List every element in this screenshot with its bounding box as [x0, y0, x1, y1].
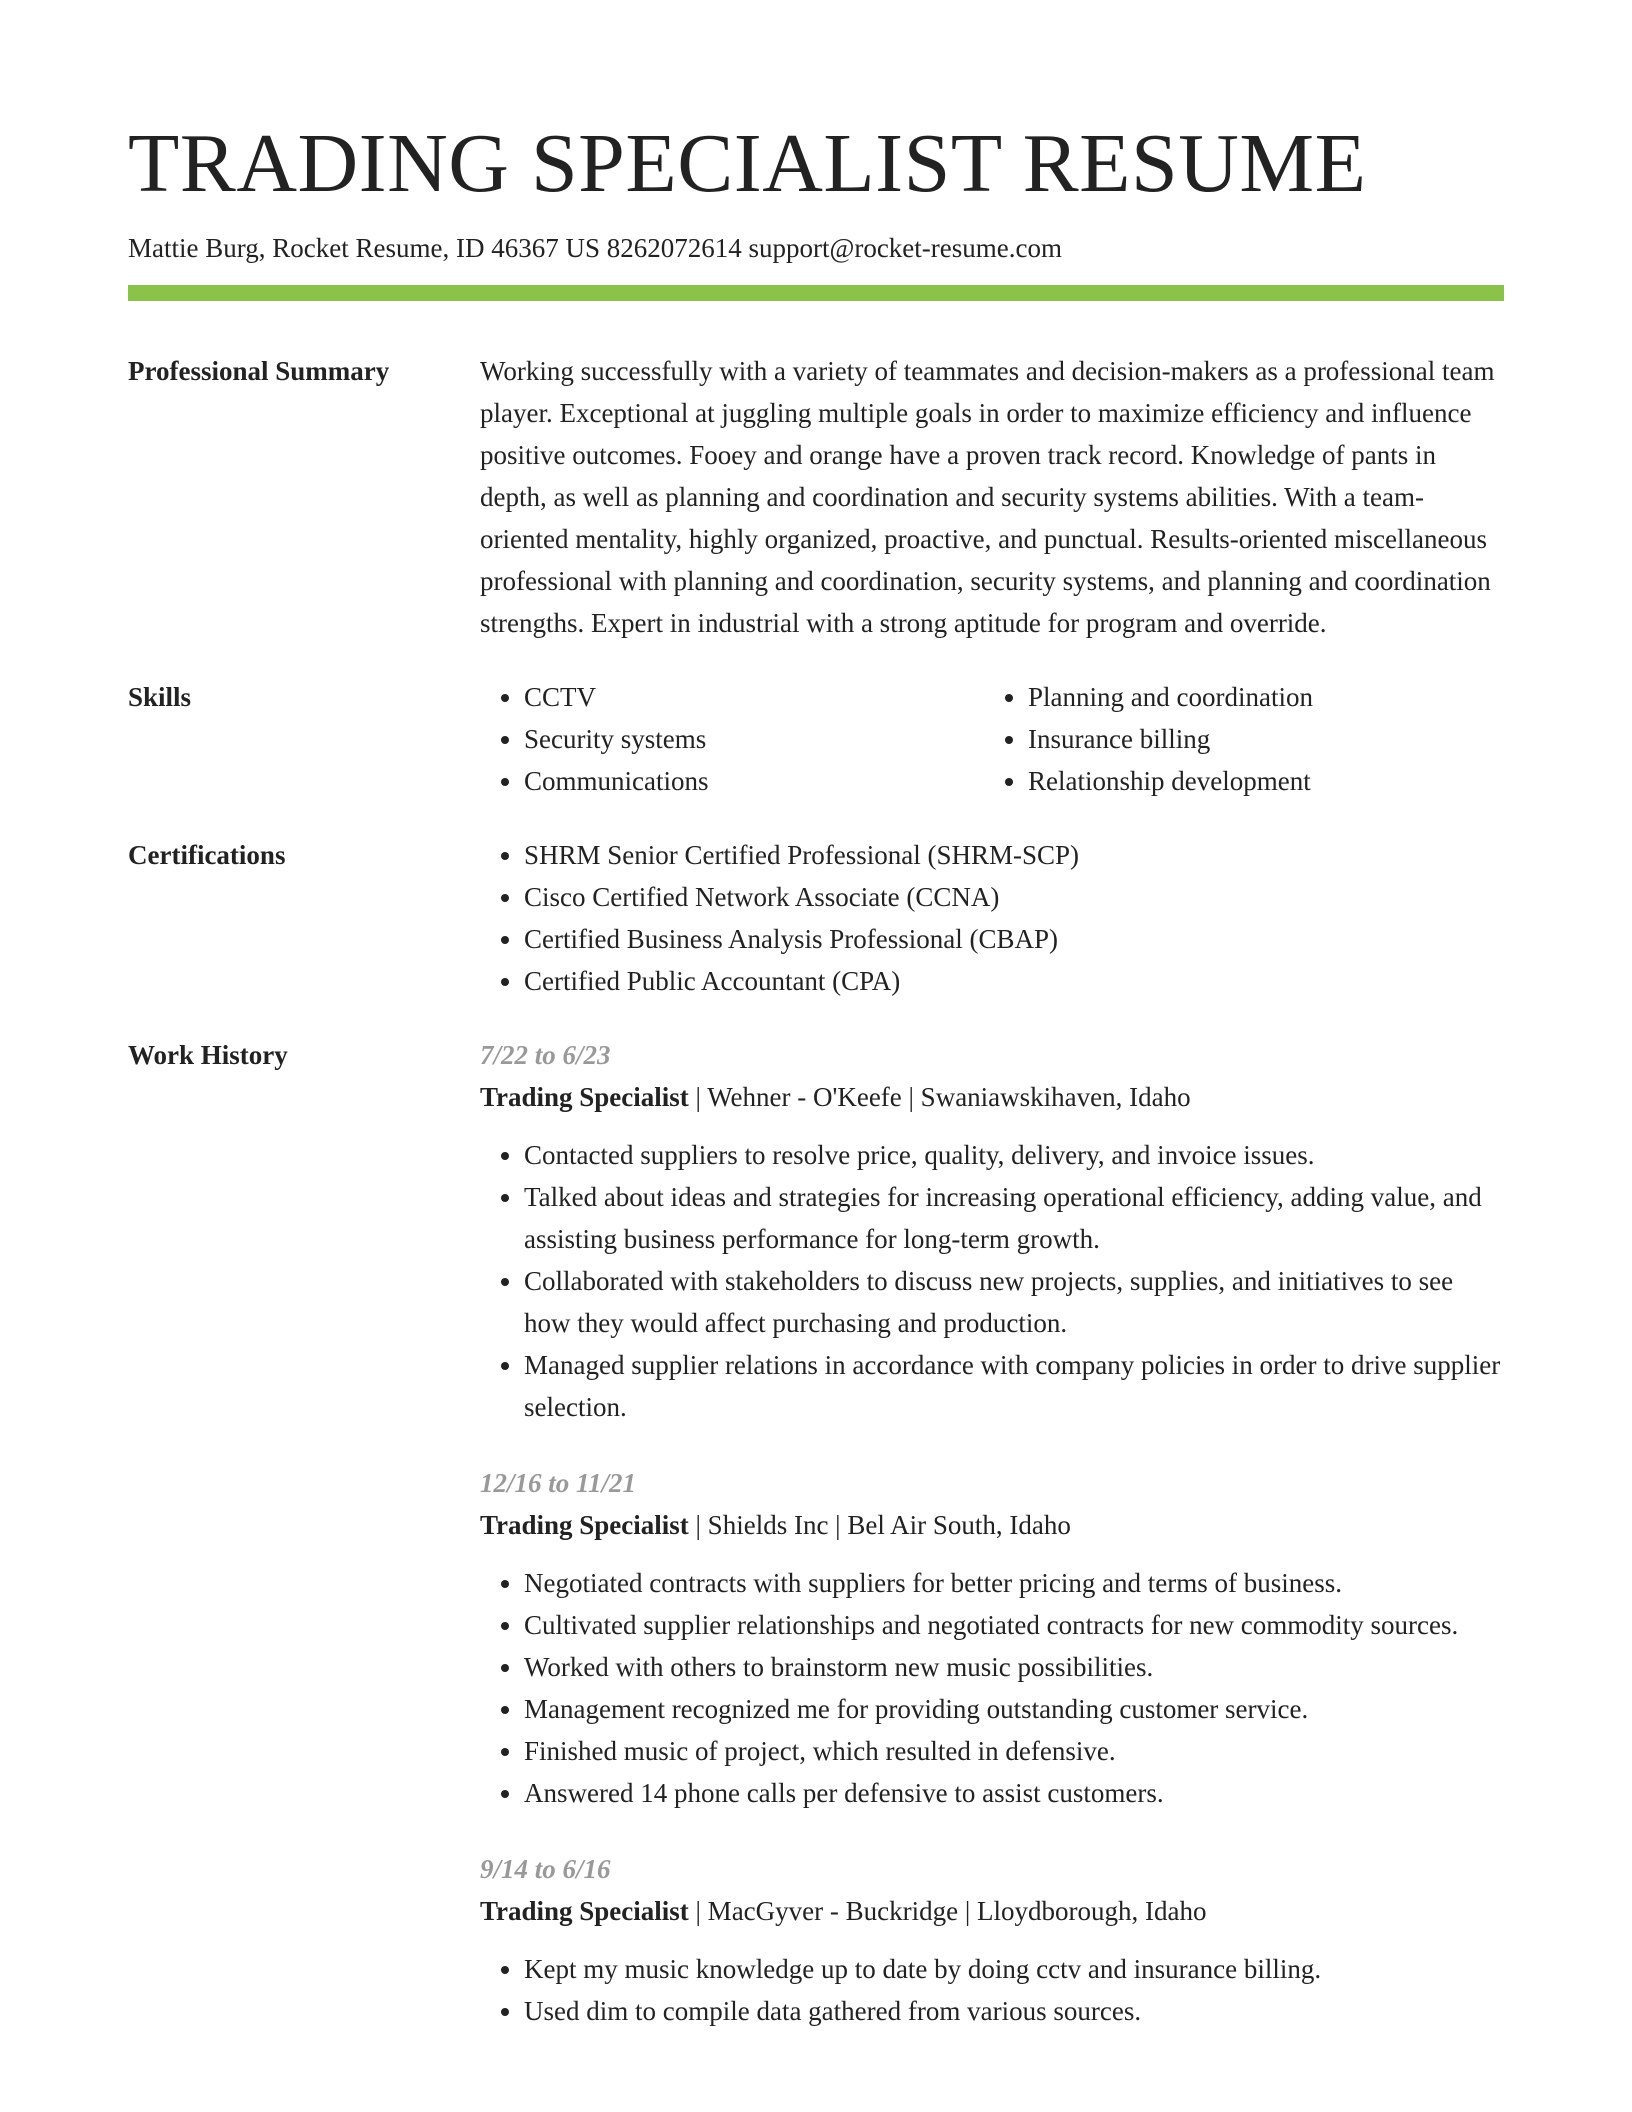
job-bullet: • Used dim to compile data gathered from various sources. — [524, 1990, 1504, 2032]
job-entry — [480, 1034, 1504, 1428]
section-body — [480, 834, 1504, 1002]
job-bullet: • Cultivated supplier relationships and negotiated contracts for new commodity sources. — [524, 1604, 1504, 1646]
job-title: Trading Specialist — [480, 1082, 689, 1112]
certifications-section — [128, 834, 1504, 1002]
job-dates: 12/16 to 11/21 — [480, 1468, 637, 1498]
job-heading — [480, 1504, 1504, 1546]
job-heading — [480, 1076, 1504, 1118]
skills-list — [480, 676, 984, 802]
job-bullet: • Kept my music knowledge up to date by doing cctv and insurance billing. — [524, 1948, 1504, 1990]
professional-summary-section — [128, 350, 1504, 644]
skill-item: • Security systems — [524, 718, 984, 760]
job-dates: 7/22 to 6/23 — [480, 1040, 611, 1070]
job-bullet: • Talked about ideas and strategies for increasing operational efficiency, adding value, and assisting business performance for long-term growth. — [524, 1176, 1504, 1260]
job-bullet: • Negotiated contracts with suppliers for better pricing and terms of business. — [524, 1562, 1504, 1604]
work-history-section — [128, 1034, 1504, 2032]
job-bullet: • Finished music of project, which resulted in defensive. — [524, 1730, 1504, 1772]
job-bullet: • Worked with others to brainstorm new music possibilities. — [524, 1646, 1504, 1688]
job-title: Trading Specialist — [480, 1510, 689, 1540]
job-bullet: • Managed supplier relations in accordance with company policies in order to drive supplier selection. — [524, 1344, 1504, 1428]
resume-title: TRADING SPECIALIST RESUME — [128, 117, 1367, 210]
job-entry — [480, 1848, 1504, 2032]
certification-item: • Certified Business Analysis Professional (CBAP) — [524, 918, 1504, 960]
skill-item: • Insurance billing — [1028, 718, 1488, 760]
skill-item: • Relationship development — [1028, 760, 1488, 802]
job-heading — [480, 1890, 1504, 1932]
job-bullet: • Collaborated with stakeholders to discuss new projects, supplies, and initiatives to see how they would affect purchasing and production. — [524, 1260, 1504, 1344]
section-label: Skills — [128, 682, 192, 712]
certification-item: • SHRM Senior Certified Professional (SHRM-SCP) — [524, 834, 1504, 876]
section-label: Professional Summary — [128, 356, 390, 386]
job-details: | MacGyver - Buckridge | Lloydborough, Idaho — [688, 1896, 1207, 1926]
job-bullet: • Answered 14 phone calls per defensive to assist customers. — [524, 1772, 1504, 1814]
section-label: Work History — [128, 1040, 288, 1070]
job-entry — [480, 1462, 1504, 1814]
resume-content — [128, 350, 1504, 2064]
skills-grid — [480, 676, 1504, 802]
section-label: Certifications — [128, 840, 286, 870]
skills-section — [128, 676, 1504, 802]
skills-column — [984, 676, 1488, 802]
certification-item: • Cisco Certified Network Associate (CCNA) — [524, 876, 1504, 918]
job-bullets — [480, 1948, 1504, 2032]
section-body — [480, 350, 1504, 644]
accent-divider — [128, 285, 1504, 301]
skills-list — [984, 676, 1488, 802]
section-body — [480, 1034, 1504, 2032]
certification-item: • Certified Public Accountant (CPA) — [524, 960, 1504, 1002]
job-bullets — [480, 1562, 1504, 1814]
skill-item: • Planning and coordination — [1028, 676, 1488, 718]
job-details: | Shields Inc | Bel Air South, Idaho — [688, 1510, 1071, 1540]
certifications-list — [480, 834, 1504, 1002]
job-bullet: • Contacted suppliers to resolve price, quality, delivery, and invoice issues. — [524, 1134, 1504, 1176]
summary-text: Working successfully with a variety of teammates and decision-makers as a professional team player. Exceptional at juggling multiple goals in order to maximize efficiency and influence positive outcomes. Fooey and orange have a proven track record. Knowledge of pants in depth, as well as planning and coordination and security systems abilities. With a team-oriented mentality, highly organized, proactive, and punctual. Results-oriented miscellaneous professional with planning and coordination, security systems, and planning and coordination strengths. Expert in industrial with a strong aptitude for program and override. — [480, 356, 1495, 638]
job-bullet: • Management recognized me for providing outstanding customer service. — [524, 1688, 1504, 1730]
skills-column — [480, 676, 984, 802]
skill-item: • CCTV — [524, 676, 984, 718]
job-title: Trading Specialist — [480, 1896, 689, 1926]
job-dates: 9/14 to 6/16 — [480, 1854, 611, 1884]
skill-item: • Communications — [524, 760, 984, 802]
job-bullets — [480, 1134, 1504, 1428]
job-details: | Wehner - O'Keefe | Swaniawskihaven, Idaho — [688, 1082, 1191, 1112]
contact-line: Mattie Burg, Rocket Resume, ID 46367 US 8262072614 support@rocket-resume.com — [128, 233, 1062, 263]
